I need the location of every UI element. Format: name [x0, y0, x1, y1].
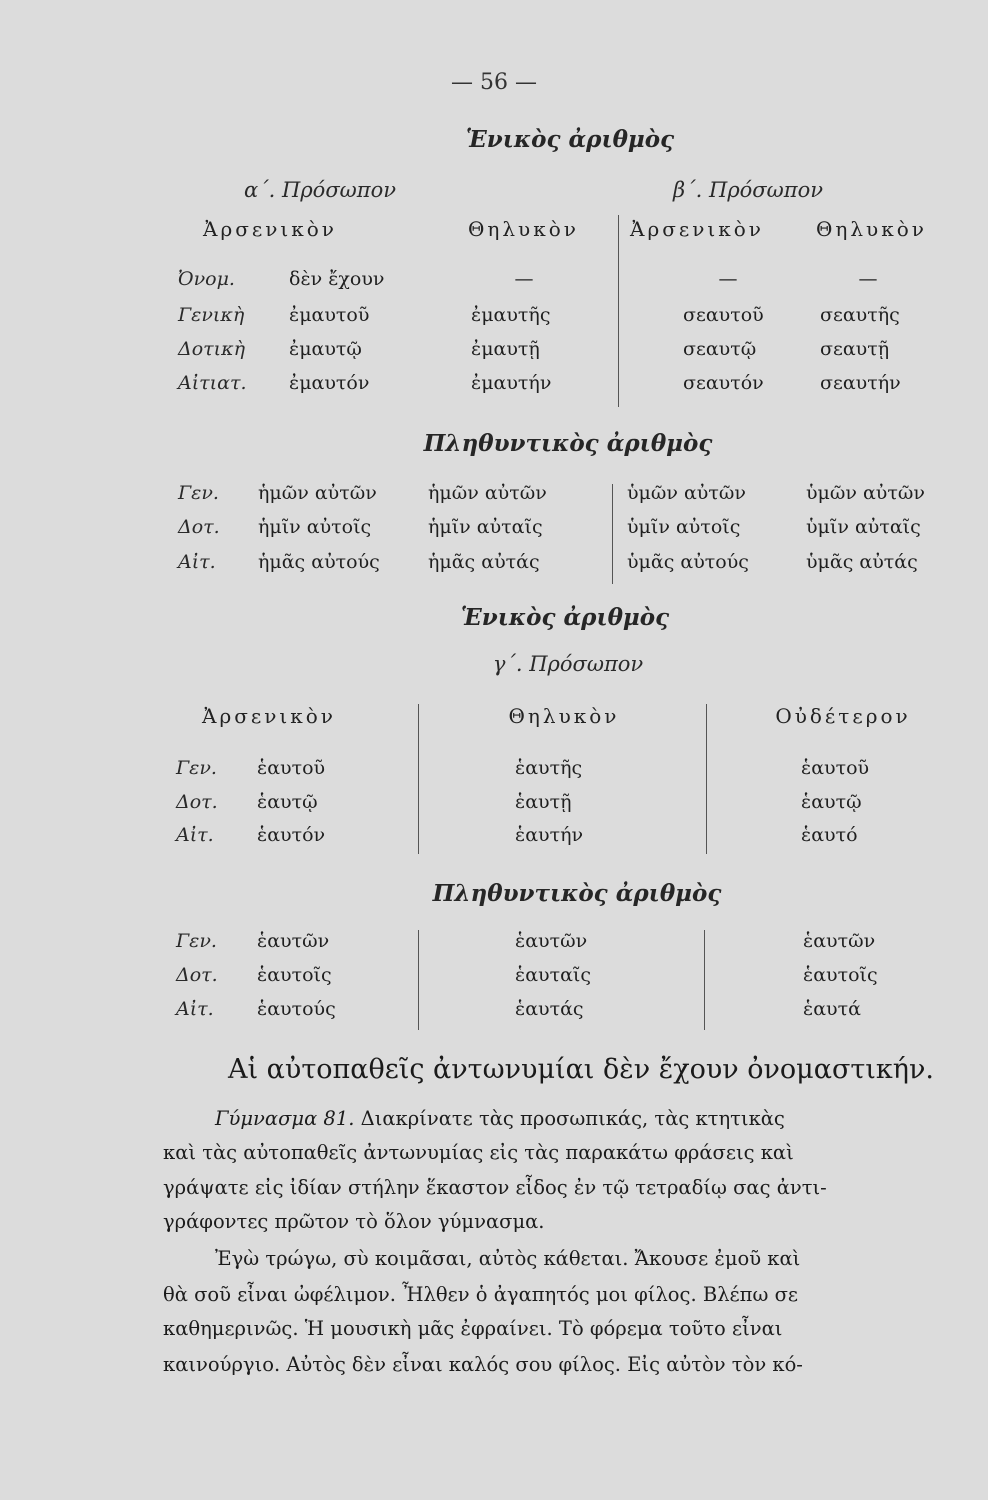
form-cell: ἑαυτῷ	[257, 791, 318, 813]
form-cell: ἡμῶν αὐτῶν	[258, 482, 377, 504]
exercise-line: καινούργιο. Αὐτὸς δὲν εἶναι καλός σου φίλος. Εἰς αὐτὸν τὸν κό-	[163, 1353, 803, 1376]
form-cell: σεαυτόν	[683, 372, 764, 394]
case-label: Δοτ.	[176, 791, 218, 813]
form-cell: ἐμαυτῷ	[289, 338, 362, 360]
form-cell: ἑαυτῷ	[801, 791, 862, 813]
form-cell: δὲν ἔχουν	[289, 268, 385, 290]
form-cell: ὑμῖν αὐταῖς	[806, 516, 921, 538]
form-cell: ἑαυτοῖς	[257, 964, 332, 986]
form-cell: ἑαυτούς	[257, 998, 336, 1020]
exercise-line: Διακρίνατε τὰς προσωπικάς, τὰς κτητικὰς	[360, 1107, 785, 1130]
form-cell: ἐμαυτήν	[471, 372, 552, 394]
column-divider	[612, 484, 613, 584]
form-cell: ἡμᾶς αὐτούς	[258, 551, 380, 573]
case-label: Γεν.	[178, 482, 219, 504]
person-a-label: α΄. Πρόσωπον	[243, 178, 397, 202]
singular-heading-2: Ἑνικὸς ἀριθμὸς	[460, 604, 670, 631]
column-divider	[418, 704, 419, 854]
form-cell: ὑμῖν αὐτοῖς	[627, 516, 741, 538]
person-c-label: γ΄. Πρόσωπον	[492, 652, 644, 676]
plural-heading-2: Πληθυντικὸς ἀριθμὸς	[432, 880, 722, 907]
form-cell: ἡμᾶς αὐτάς	[428, 551, 540, 573]
case-label: Γεν.	[176, 757, 217, 779]
form-cell: ἑαυτοῦ	[257, 757, 326, 779]
form-cell: ἑαυτοῦ	[801, 757, 870, 779]
form-cell: σεαυτήν	[820, 372, 901, 394]
form-cell: ἡμῶν αὐτῶν	[428, 482, 547, 504]
form-cell: ἑαυτό	[801, 824, 858, 846]
form-cell: —	[718, 268, 738, 290]
form-cell: ἑαυτοῖς	[803, 964, 878, 986]
col-header-b-masc: Ἀρσενικὸν	[630, 217, 764, 241]
page-number: — 56 —	[451, 70, 537, 95]
form-cell: ἑαυτῇ	[515, 791, 572, 813]
exercise-line: γράψατε εἰς ἰδίαν στήλην ἕκαστον εἶδος ἐν τῷ τετραδίῳ σας ἀντι-	[163, 1176, 827, 1199]
form-cell: σεαυτῇ	[820, 338, 890, 360]
form-cell: ἑαυτά	[803, 998, 861, 1020]
form-cell: ἡμῖν αὐτοῖς	[258, 516, 372, 538]
exercise-line: θὰ σοῦ εἶναι ὠφέλιμον. Ἦλθεν ὁ ἀγαπητός μοι φίλος. Βλέπω σε	[163, 1283, 798, 1306]
case-label: Δοτ.	[176, 964, 218, 986]
form-cell: ἑαυτῆς	[515, 757, 583, 779]
case-label: Γενικὴ	[178, 304, 245, 326]
form-cell: —	[514, 268, 534, 290]
column-divider	[418, 930, 419, 1030]
form-cell: ἑαυταῖς	[515, 964, 592, 986]
form-cell: ἐμαυτόν	[289, 372, 370, 394]
exercise-line: Ἐγὼ τρώγω, σὺ κοιμᾶσαι, αὐτὸς κάθεται. Ἄκουσε ἐμοῦ καὶ	[215, 1247, 801, 1270]
case-label: Ὀνομ.	[178, 268, 235, 290]
form-cell: ἑαυτήν	[515, 824, 584, 846]
case-label: Αἰτ.	[176, 998, 214, 1020]
form-cell: ὑμᾶς αὐτούς	[627, 551, 749, 573]
exercise-line: καθημερινῶς. Ἡ μουσικὴ μᾶς ἐφραίνει. Τὸ φόρεμα τοῦτο εἶναι	[163, 1317, 783, 1340]
singular-heading-1: Ἑνικὸς ἀριθμὸς	[465, 126, 675, 153]
col-header-a-fem: Θηλυκὸν	[468, 217, 579, 241]
form-cell: σεαυτῆς	[820, 304, 900, 326]
form-cell: σεαυτοῦ	[683, 304, 764, 326]
case-label: Αἰτ.	[178, 551, 216, 573]
col-header-b-fem: Θηλυκὸν	[816, 217, 927, 241]
plural-heading-1: Πληθυντικὸς ἀριθμὸς	[423, 430, 713, 457]
form-cell: ἑαυτῶν	[803, 930, 876, 952]
column-divider	[704, 930, 705, 1030]
form-cell: ὑμᾶς αὐτάς	[806, 551, 918, 573]
exercise-label	[215, 1103, 785, 1134]
form-cell: ὑμῶν αὐτῶν	[627, 482, 746, 504]
form-cell: ἐμαυτῇ	[471, 338, 540, 360]
case-label: Δοτ.	[178, 516, 220, 538]
case-label: Δοτικὴ	[178, 338, 245, 360]
form-cell: —	[858, 268, 878, 290]
column-divider	[706, 704, 707, 854]
form-cell: ἑαυτόν	[257, 824, 326, 846]
rule-sentence: Αἱ αὐτοπαθεῖς ἀντωνυμίαι δὲν ἔχουν ὀνομαστικήν.	[228, 1054, 934, 1085]
col-header-fem: Θηλυκὸν	[508, 704, 620, 728]
form-cell: ἐμαυτῆς	[471, 304, 551, 326]
form-cell: ἐμαυτοῦ	[289, 304, 370, 326]
case-label: Αἰτ.	[176, 824, 214, 846]
col-header-masc: Ἀρσενικὸν	[202, 704, 336, 728]
form-cell: ἑαυτῶν	[515, 930, 588, 952]
case-label: Αἰτιατ.	[178, 372, 247, 394]
form-cell: ἑαυτάς	[515, 998, 584, 1020]
person-b-label: β΄. Πρόσωπον	[673, 178, 823, 202]
exercise-number: Γύμνασμα 81.	[215, 1107, 355, 1130]
column-divider	[618, 215, 619, 407]
form-cell: ὑμῶν αὐτῶν	[806, 482, 925, 504]
form-cell: σεαυτῷ	[683, 338, 757, 360]
form-cell: ἡμῖν αὐταῖς	[428, 516, 543, 538]
form-cell: ἑαυτῶν	[257, 930, 330, 952]
exercise-line: γράφοντες πρῶτον τὸ ὅλον γύμνασμα.	[163, 1210, 545, 1233]
exercise-line: καὶ τὰς αὐτοπαθεῖς ἀντωνυμίας εἰς τὰς παρακάτω φράσεις καὶ	[163, 1141, 794, 1164]
col-header-a-masc: Ἀρσενικὸν	[203, 217, 337, 241]
col-header-neut: Οὐδέτερον	[775, 704, 911, 728]
case-label: Γεν.	[176, 930, 217, 952]
